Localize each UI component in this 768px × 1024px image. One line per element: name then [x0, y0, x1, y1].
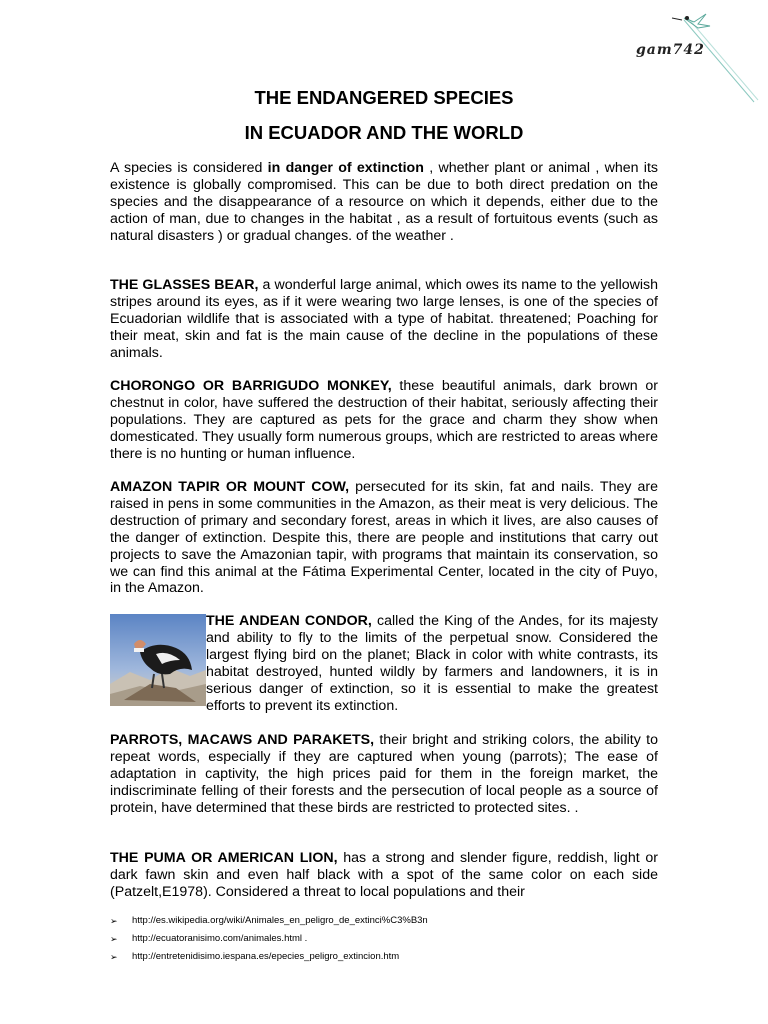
reference-link[interactable]: http://ecuatoranisimo.com/animales.html . — [132, 933, 308, 944]
paragraph-heading: PARROTS, MACAWS AND PARAKETS, — [110, 732, 375, 748]
paragraph-intro-text-start: A species is considered — [110, 160, 268, 176]
reference-list — [110, 912, 670, 966]
paragraph-tapir — [110, 479, 658, 597]
paragraph-condor — [206, 613, 658, 714]
paragraph-intro-bold: in danger of extinction — [267, 160, 424, 176]
reference-link[interactable]: http://entretenidisimo.iespana.es/epecies_peligro_extincion.htm — [132, 951, 400, 962]
paragraph-text: persecuted for its skin, fat and nails. They are raised in pens in some communities in the Amazon, as their meat is very delicious. The destruction of primary and secondary forest, areas in which it lives, are also causes of the danger of extinction. Despite this, there are people and institutions that carry out projects to save the Amazonian tapir, with programs that maintain its conservation, so we can find this animal at the Fátima Experimental Center, located in the city of Puyo, in the Amazon. — [110, 479, 658, 597]
page-title-line-1: THE ENDANGERED SPECIES — [254, 87, 514, 108]
arrow-bullet-icon: ➢ — [110, 934, 118, 944]
paragraph-heading: CHORONGO OR BARRIGUDO MONKEY, — [110, 378, 392, 394]
reference-item — [110, 912, 670, 930]
paragraph-heading: THE ANDEAN CONDOR, — [206, 613, 372, 629]
paragraph-puma — [110, 850, 658, 901]
reference-item — [110, 930, 670, 948]
logo-text: gam742 — [636, 42, 705, 58]
reference-item — [110, 948, 670, 966]
paragraph-text: their bright and striking colors, the ability to repeat words, especially if they are captured when young (parrots); The ease of adaptation in captivity, the high prices paid for them in the foreign market, the indiscriminate felling of their forests and the persecution of local people as a source of protein, have determined that these birds are restricted to protected sites. . — [110, 732, 658, 816]
paragraph-heading: AMAZON TAPIR OR MOUNT COW, — [110, 479, 350, 495]
paragraph-monkey — [110, 378, 658, 463]
paragraph-intro — [110, 160, 658, 245]
paragraph-parrots — [110, 732, 658, 817]
condor-photo — [110, 614, 206, 706]
paragraph-text: these beautiful animals, dark brown or chestnut in color, have suffered the destruction of their habitat, seriously affecting their populations. They are captured as pets for the grace and charm they show when domesticated. They usually form numerous groups, which are restricted to areas where there is no hunting or human influence. — [110, 378, 659, 462]
paragraph-heading: THE PUMA OR AMERICAN LION, — [110, 850, 338, 866]
arrow-bullet-icon: ➢ — [110, 916, 118, 926]
page-title-line-2: IN ECUADOR AND THE WORLD — [244, 122, 524, 143]
paragraph-intro-text-end: , whether plant or animal , when its existence is globally compromised. This can be due to both direct predation on the species and the disappearance of a resource on which it depends, either due to the action of man, due to changes in the habitat , as a result of fortuitous events (such as natural disasters ) or gradual changes. of the weather . — [110, 160, 658, 244]
paragraph-text: has a strong and slender figure, reddish, light or dark fawn skin and even half black with a spot of the same color on each side (Patzelt,E1978). Considered a threat to local populations and their — [110, 850, 658, 900]
paragraph-glasses-bear — [110, 277, 658, 362]
paragraph-text: called the King of the Andes, for its majesty and ability to fly to the limits of the perpetual snow. Considered the largest flying bird on the planet; Black in color with white contrasts, its habitat destroyed, hunted wildly by farmers and landowners, it is in serious danger of extinction, so it is essential to make the greatest efforts to prevent its extinction. — [206, 613, 659, 714]
paragraph-heading: THE GLASSES BEAR, — [110, 277, 259, 293]
arrow-bullet-icon: ➢ — [110, 952, 118, 962]
reference-link[interactable]: http://es.wikipedia.org/wiki/Animales_en_peligro_de_extinci%C3%B3n — [132, 915, 428, 926]
paragraph-text: a wonderful large animal, which owes its name to the yellowish stripes around its eyes, as if it were wearing two large lenses, is one of the species of Ecuadorian wildlife that is associated with a type of habitat. threatened; Poaching for their meat, skin and fat is the main cause of the decline in the populations of these animals. — [110, 277, 659, 361]
